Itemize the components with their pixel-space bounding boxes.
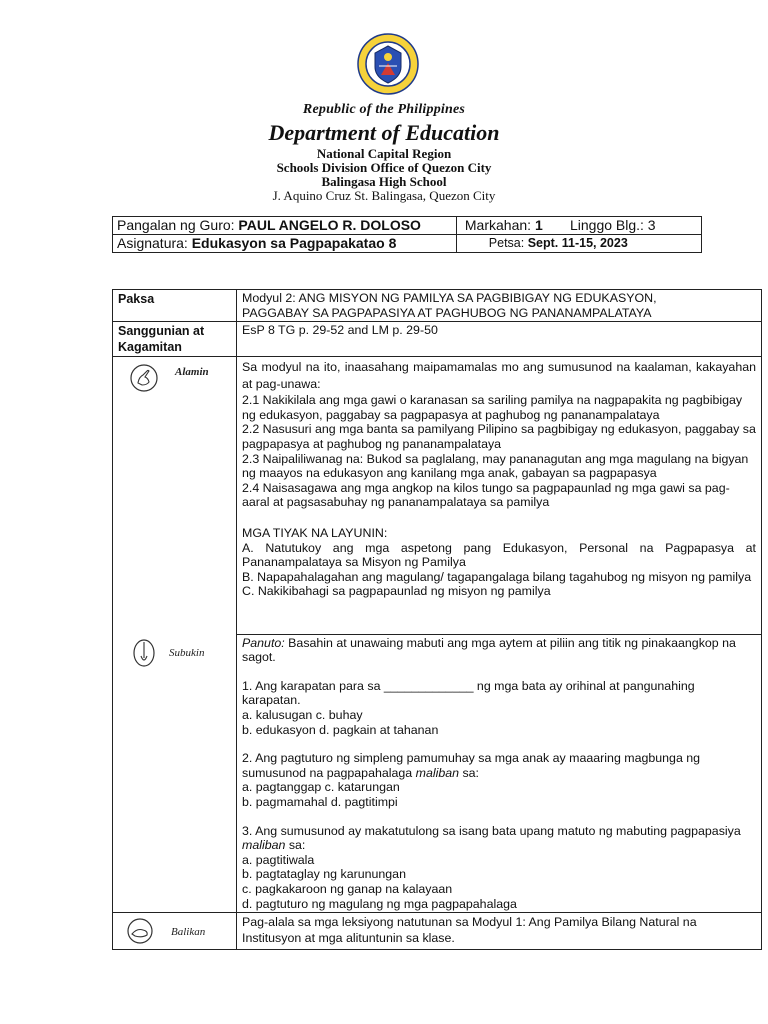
- alamin-label-cell: [113, 357, 237, 635]
- question-3-choice-a: a. pagtitiwala: [242, 852, 315, 867]
- question-1-choice-b: b. edukasyon d. pagkain at tahanan: [242, 722, 439, 737]
- subject-cell: [113, 235, 457, 253]
- spacer: [242, 665, 756, 679]
- markahan-label: Markahan:: [464, 217, 535, 233]
- petsa-value: Sept. 11-15, 2023: [527, 236, 628, 250]
- question-1-choice-a: a. kalusugan c. buhay: [242, 708, 363, 723]
- question-2-choice-a: a. pagtanggap c. katarungan: [242, 780, 400, 795]
- balikan-label: Balikan: [171, 926, 206, 939]
- subject-value: Edukasyon sa Pagpapakatao 8: [191, 235, 397, 251]
- balikan-row: [113, 913, 762, 950]
- question-2-end: sa:: [459, 765, 480, 780]
- linggo-value: Linggo Blg.: 3: [569, 217, 656, 233]
- question-3-end: sa:: [285, 838, 306, 853]
- markahan-value: 1: [534, 217, 543, 233]
- teacher-name: PAUL ANGELO R. DOLOSO: [238, 217, 421, 233]
- subukin-label: Subukin: [169, 647, 205, 660]
- sanggunian-label-cell: [113, 322, 237, 357]
- question-1: 1. Ang karapatan para sa _____________ ng mga bata ay orihinal at pangunahing karapatan.: [242, 678, 695, 708]
- petsa-cell: [457, 235, 702, 253]
- hand-pointing-icon: [129, 363, 159, 393]
- subukin-label-cell: [113, 634, 237, 913]
- alamin-label: Alamin: [175, 366, 209, 379]
- question-3-maliban: maliban: [242, 838, 286, 853]
- paksa-label-cell: [113, 290, 237, 322]
- alamin-item-2: 2.2 Nasusuri ang mga banta sa pamilyang Pilipino sa pagbibigay ng edukasyon, paggabay sa pagpapasya at paghubog ng pananampalataya: [242, 422, 756, 451]
- paksa-line-1: Modyul 2: ANG MISYON NG PAMILYA SA PAGBIBIGAY NG EDUKASYON,: [242, 291, 657, 305]
- panuto-label: Panuto:: [242, 635, 285, 650]
- balikan-text: Pag-alala sa mga leksiyong natutunan sa Modyul 1: Ang Pamilya Bilang Natural na Institusyon at mga alituntunin sa klase.: [242, 915, 697, 946]
- alamin-item-1: 2.1 Nakikilala ang mga gawi o karanasan sa sariling pamilya na nagpapakita ng pagbibigay ng edukasyon, paggabay sa pagpapasya at paghubog ng pananampalataya: [242, 393, 743, 422]
- division-name: Schools Division Office of Quezon City: [276, 160, 492, 175]
- question-2-text: 2. Ang pagtuturo ng simpleng pamumuhay sa mga anak ay maaaring magbunga ng sumusunod na pagpapahalaga: [242, 751, 701, 780]
- school-address: J. Aquino Cruz St. Balingasa, Quezon City: [272, 188, 496, 203]
- teacher-info-table: [112, 216, 702, 253]
- school-name: Balingasa High School: [321, 174, 447, 189]
- panuto-text: Basahin at unawaing mabuti ang mga aytem at piliin ang titik ng pinakaangkop na sagot.: [242, 635, 736, 665]
- question-2: [242, 751, 756, 780]
- department-title: Department of Education: [268, 120, 500, 145]
- alamin-content-cell: [237, 357, 762, 635]
- spacer: [242, 737, 756, 751]
- balikan-content-cell: [237, 913, 762, 950]
- alamin-intro: Sa modyul na ito, inaasahang maipamamalas mo ang sumusunod na kaalaman, kakayahan at pag-unawa:: [242, 360, 756, 392]
- question-2-choice-b: b. pagmamahal d. pagtitimpi: [242, 795, 398, 810]
- tiyak-item-c: C. Nakikibahagi sa pagpapaunlad ng misyon ng pamilya: [242, 584, 551, 599]
- subject-label: Asignatura:: [117, 235, 192, 251]
- paksa-line-2: PAGGABAY SA PAGPAPASIYA AT PAGHUBOG NG PANANAMPALATAYA: [242, 305, 652, 320]
- paksa-value-cell: [237, 290, 762, 322]
- question-3-choice-b: b. pagtataglay ng karunungan: [242, 867, 406, 882]
- sanggunian-value: EsP 8 TG p. 29-52 and LM p. 29-50: [242, 323, 438, 338]
- tiyak-heading: MGA TIYAK NA LAYUNIN:: [242, 525, 388, 540]
- spacer: [242, 510, 756, 524]
- paksa-row: [113, 290, 762, 322]
- tiyak-item-b: B. Napapahalagahan ang magulang/ tagapangalaga bilang tagahubog ng misyon ng pamilya: [242, 569, 752, 584]
- spacer: [242, 810, 756, 824]
- alamin-item-4: 2.4 Naisasagawa ang mga angkop na kilos tungo sa pagpapaunlad ng mga gawi sa pag-aaral at pagsasabuhay ng pananampalataya sa pamilya: [242, 480, 730, 510]
- subukin-content-cell: [237, 634, 762, 913]
- republic-title: Republic of the Philippines: [302, 102, 466, 117]
- paksa-label: Paksa: [118, 292, 155, 306]
- question-3-choice-d: d. pagtuturo ng magulang ng mga pagpapahalaga: [242, 896, 517, 911]
- deped-seal-icon: [357, 33, 419, 95]
- hand-holding-icon: [125, 916, 155, 946]
- question-3-choice-c: c. pagkakaroon ng ganap na kalayaan: [242, 882, 453, 896]
- petsa-label: Petsa:: [488, 236, 528, 250]
- question-2-maliban: maliban: [415, 765, 460, 780]
- tiyak-item-a: A. Natutukoy ang mga aspetong pang Edukasyon, Personal na Pagpapasya at Pananampalataya sa Misyon ng Pamilya: [242, 540, 756, 570]
- balikan-label-cell: [113, 913, 237, 950]
- subukin-row: [113, 634, 762, 913]
- info-row-teacher: [113, 217, 702, 235]
- markahan-cell: [457, 217, 702, 235]
- panuto-line: [242, 636, 756, 665]
- alamin-row: [113, 357, 762, 635]
- question-3: [242, 824, 756, 853]
- alamin-item-3: 2.3 Naipaliliwanag na: Bukod sa paglalang, may pananagutan ang mga magulang na bigyan ng maayos na edukasyon ang kanilang mga anak, gabayan sa pagpapasya: [242, 451, 749, 481]
- question-3-text: 3. Ang sumusunod ay makatutulong sa isang bata upang matuto ng mabuting pagpapasiya: [242, 823, 741, 838]
- sanggunian-row: [113, 322, 762, 357]
- teacher-label: Pangalan ng Guro:: [117, 217, 239, 233]
- lesson-plan-table: [112, 289, 762, 950]
- sanggunian-label: Sanggunian at Kagamitan: [118, 324, 205, 355]
- teacher-cell: [113, 217, 457, 235]
- sanggunian-value-cell: [237, 322, 762, 357]
- pen-hand-icon: [129, 638, 159, 668]
- info-row-subject: [113, 235, 702, 253]
- region-name: National Capital Region: [316, 146, 452, 161]
